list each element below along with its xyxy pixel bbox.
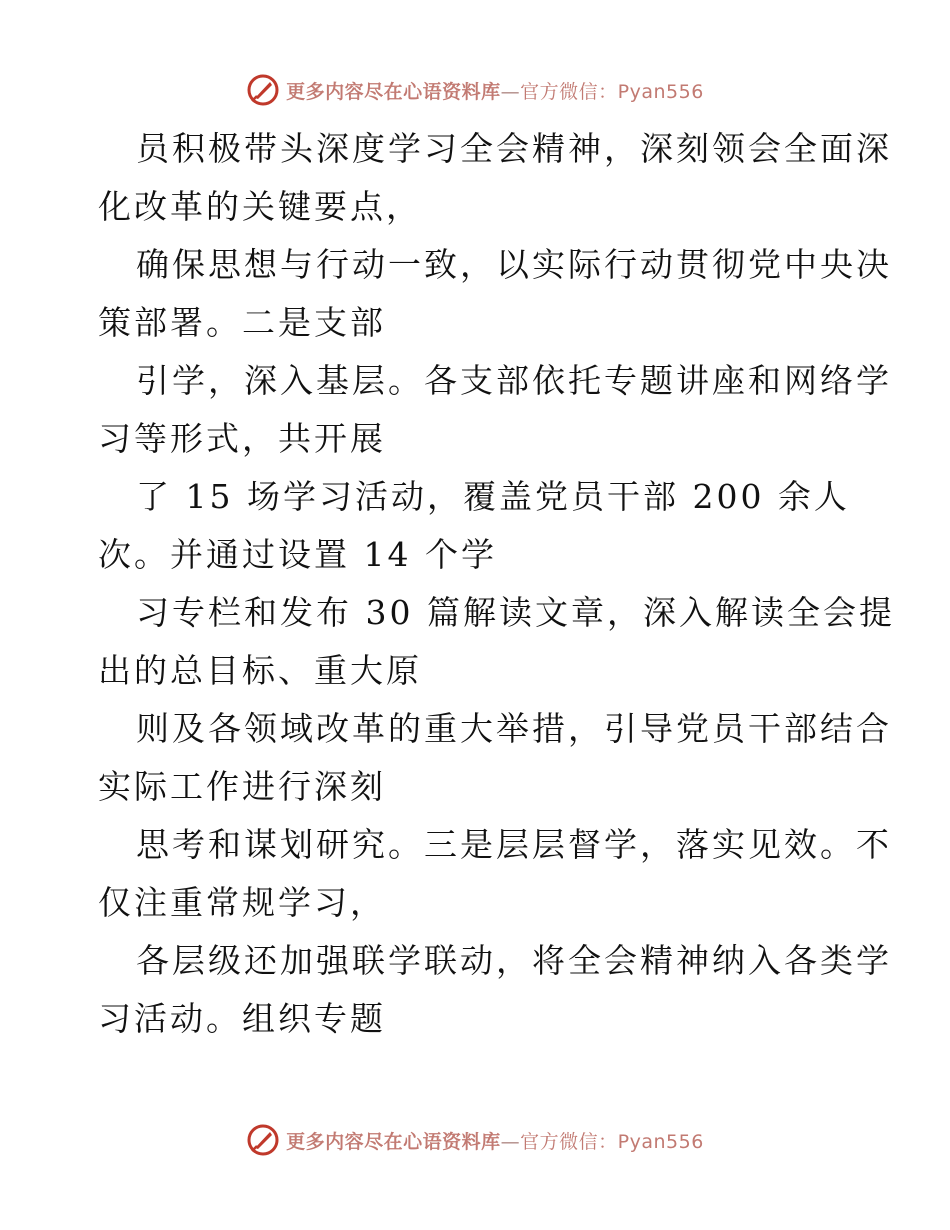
paragraph (98, 700, 892, 816)
paragraph-first-line: 引学，深入基层。各支部依托专题讲座和网络学 (136, 361, 892, 400)
banner-library-text: 更多内容尽在心语资料库 (286, 1130, 501, 1153)
paragraph (98, 120, 892, 236)
paragraph-first-line: 思考和谋划研究。三是层层督学，落实见效。不 (136, 825, 892, 864)
banner-separator: — (500, 1130, 521, 1153)
banner-separator: — (500, 80, 521, 103)
banner-text (286, 77, 704, 104)
banner-wechat-text: 官方微信：Pyan556 (520, 1130, 704, 1153)
document-body (98, 120, 895, 1048)
paragraph-first-line: 习专栏和发布 30 篇解读文章，深入解读全会提 (136, 593, 895, 632)
paragraph (98, 352, 892, 468)
feather-logo-icon (246, 73, 280, 107)
paragraph (98, 468, 858, 584)
banner-text (286, 1127, 704, 1154)
paragraph-continuation: 习等形式，共开展 (98, 419, 386, 458)
paragraph-first-line: 确保思想与行动一致，以实际行动贯彻党中央决 (136, 245, 892, 284)
paragraph (98, 584, 895, 700)
paragraph-continuation: 策部署。二是支部 (98, 303, 386, 342)
header-banner (0, 70, 950, 110)
paragraph-continuation: 实际工作进行深刻 (98, 767, 386, 806)
paragraph-first-line: 各层级还加强联学联动，将全会精神纳入各类学 (136, 941, 892, 980)
paragraph-continuation: 次。并通过设置 14 个学 (98, 535, 497, 574)
banner-library-text: 更多内容尽在心语资料库 (286, 80, 501, 103)
footer-banner (0, 1120, 950, 1160)
paragraph-first-line: 则及各领域改革的重大举措，引导党员干部结合 (136, 709, 892, 748)
feather-logo-icon (246, 1123, 280, 1157)
paragraph-first-line: 了 15 场学习活动，覆盖党员干部 200 余人 (136, 477, 850, 516)
paragraph (98, 236, 892, 352)
paragraph-continuation: 仅注重常规学习， (98, 883, 386, 922)
paragraph-continuation: 出的总目标、重大原 (98, 651, 422, 690)
paragraph (98, 932, 892, 1048)
paragraph-first-line: 员积极带头深度学习全会精神，深刻领会全面深 (136, 129, 892, 168)
paragraph (98, 816, 892, 932)
paragraph-continuation: 化改革的关键要点， (98, 187, 422, 226)
banner-wechat-text: 官方微信：Pyan556 (520, 80, 704, 103)
paragraph-continuation: 习活动。组织专题 (98, 999, 386, 1038)
